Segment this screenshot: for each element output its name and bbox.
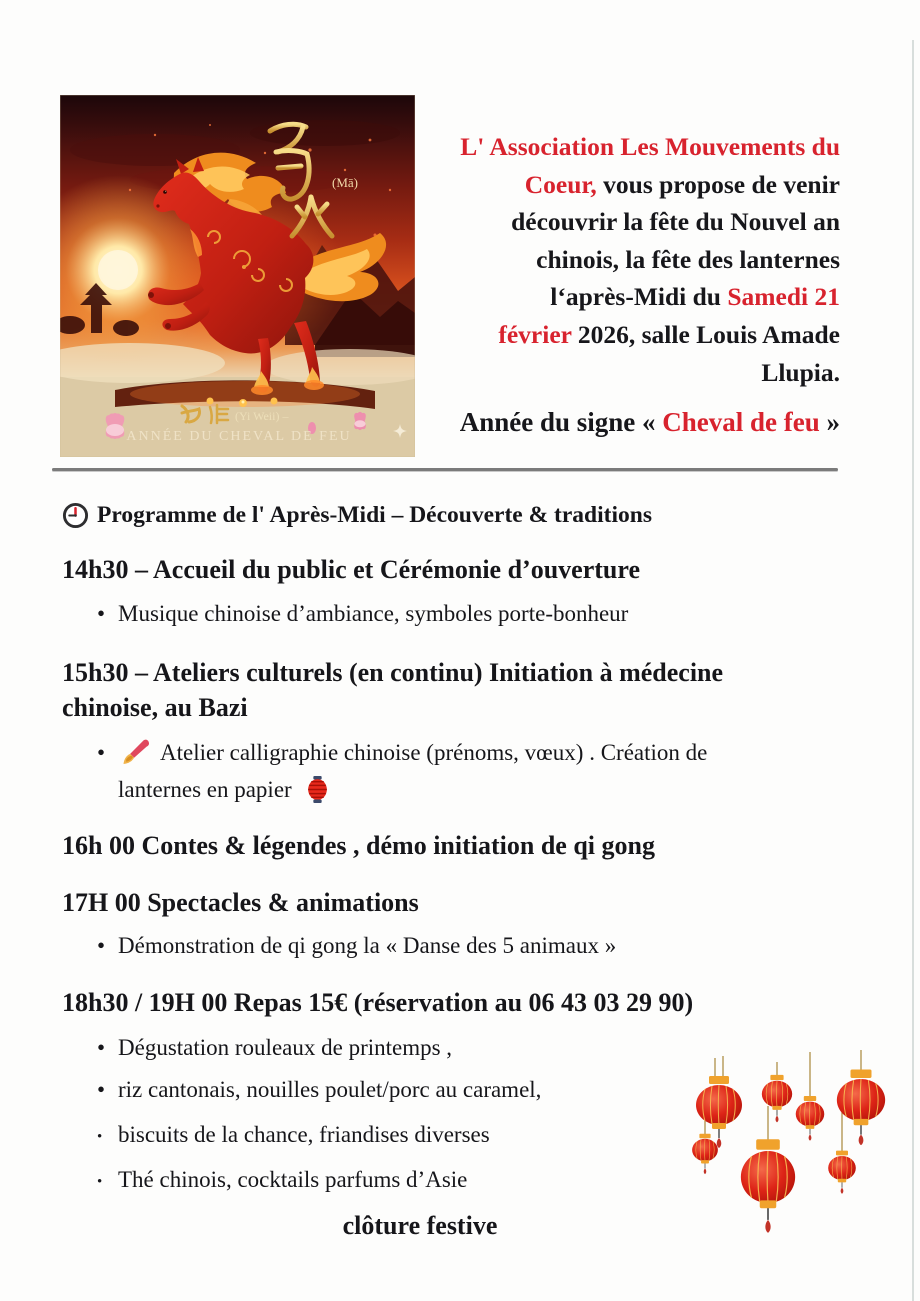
intro-text-red: Coeur, — [524, 169, 597, 199]
clock-icon — [62, 502, 89, 529]
lantern — [828, 1151, 856, 1194]
slot-17h00-bullet: • Démonstration de qi gong la « Danse des 5 animaux » — [62, 931, 862, 961]
scan-artifact-line — [912, 40, 914, 1301]
intro-line — [460, 354, 840, 392]
intro-line — [460, 278, 840, 316]
section-divider — [52, 468, 838, 471]
slot-18h30-bullet-2: • riz cantonais, nouilles poulet/porc au caramel, — [62, 1075, 862, 1105]
zodiac-sign-text: » — [819, 407, 840, 438]
hero-char-label: (Mā) — [332, 175, 358, 190]
intro-text-red: février — [498, 319, 572, 349]
sun-core — [98, 250, 138, 290]
slot-15h30-bullet — [62, 734, 862, 808]
intro-line — [460, 241, 840, 279]
intro-line — [460, 203, 840, 241]
intro-text: chinois, la fête des lanternes — [536, 244, 840, 274]
fire-horse-image — [60, 95, 415, 457]
lantern — [796, 1096, 825, 1141]
slot-18h30-title: 18h30 / 19H 00 Repas 15€ (réservation au 06 43 03 29 90) — [62, 988, 694, 1017]
lantern-cluster-decoration — [672, 1050, 917, 1245]
lantern-cluster — [672, 1050, 917, 1245]
fire-horse-illustration — [60, 95, 415, 457]
lantern — [762, 1075, 792, 1123]
slot-18h30-bullet-4: • Thé chinois, cocktails parfums d’Asie — [62, 1165, 862, 1195]
intro-text: découvrir la fête du Nouvel an — [511, 207, 840, 237]
intro-text-red: Samedi 21 — [727, 282, 840, 312]
slot-15h30-bullet-line2: lanternes en papier — [118, 777, 292, 802]
slot-15h30-title — [62, 655, 862, 725]
slot-18h30-bullet-1: • Dégustation rouleaux de printemps , — [62, 1033, 862, 1063]
zodiac-sign-red: Cheval de feu — [662, 407, 820, 438]
intro-text: Llupia. — [761, 357, 840, 387]
intro-lines — [460, 128, 840, 391]
slot-15h30-title-line2: chinoise, au Bazi — [62, 693, 248, 722]
closing-line: clôture festive — [342, 1211, 498, 1240]
intro-line — [460, 316, 840, 354]
intro-text-red: L' Association Les Mouvements du — [460, 132, 840, 161]
slot-17h00-title: 17H 00 Spectacles & animations — [62, 888, 419, 917]
intro-line — [460, 166, 840, 204]
caption-pinyin: (Yi Weii) – — [235, 409, 289, 423]
intro-paragraph — [460, 128, 840, 442]
zodiac-sign-line — [460, 404, 840, 442]
horse-eye — [163, 190, 167, 194]
slot-16h00-title: 16h 00 Contes & légendes , démo initiation de qi gong — [62, 831, 655, 860]
intro-text: l‘après-Midi du — [550, 282, 728, 312]
program-header — [62, 502, 862, 529]
slot-15h30-title-line1: 15h30 – Ateliers culturels (en continu) Initiation à médecine — [62, 658, 724, 687]
slot-15h30-bullet-line1: Atelier calligraphie chinoise (prénoms, vœux) . Création de — [160, 740, 708, 765]
intro-line — [460, 128, 840, 166]
slot-14h30-bullet: • Musique chinoise d’ambiance, symboles porte-bonheur — [62, 599, 862, 629]
slot-18h30-bullet-3: • biscuits de la chance, friandises diverses — [62, 1120, 862, 1150]
intro-text: 2026, salle Louis Amade — [571, 319, 840, 349]
paintbrush-icon — [120, 739, 150, 766]
zodiac-sign-text: Année du signe « — [459, 407, 663, 438]
lantern — [837, 1070, 885, 1146]
program-header-label: Programme de l' Après-Midi – Découverte & traditions — [97, 502, 652, 528]
slot-14h30-title: 14h30 – Accueil du public et Cérémonie d’ouverture — [62, 555, 640, 584]
red-lantern-icon — [307, 776, 328, 803]
lantern-large — [741, 1139, 795, 1233]
intro-text: vous propose de venir — [596, 169, 840, 199]
lantern — [692, 1134, 718, 1174]
caption-title: ANNÉE DU CHEVAL DE FEU — [126, 429, 352, 444]
